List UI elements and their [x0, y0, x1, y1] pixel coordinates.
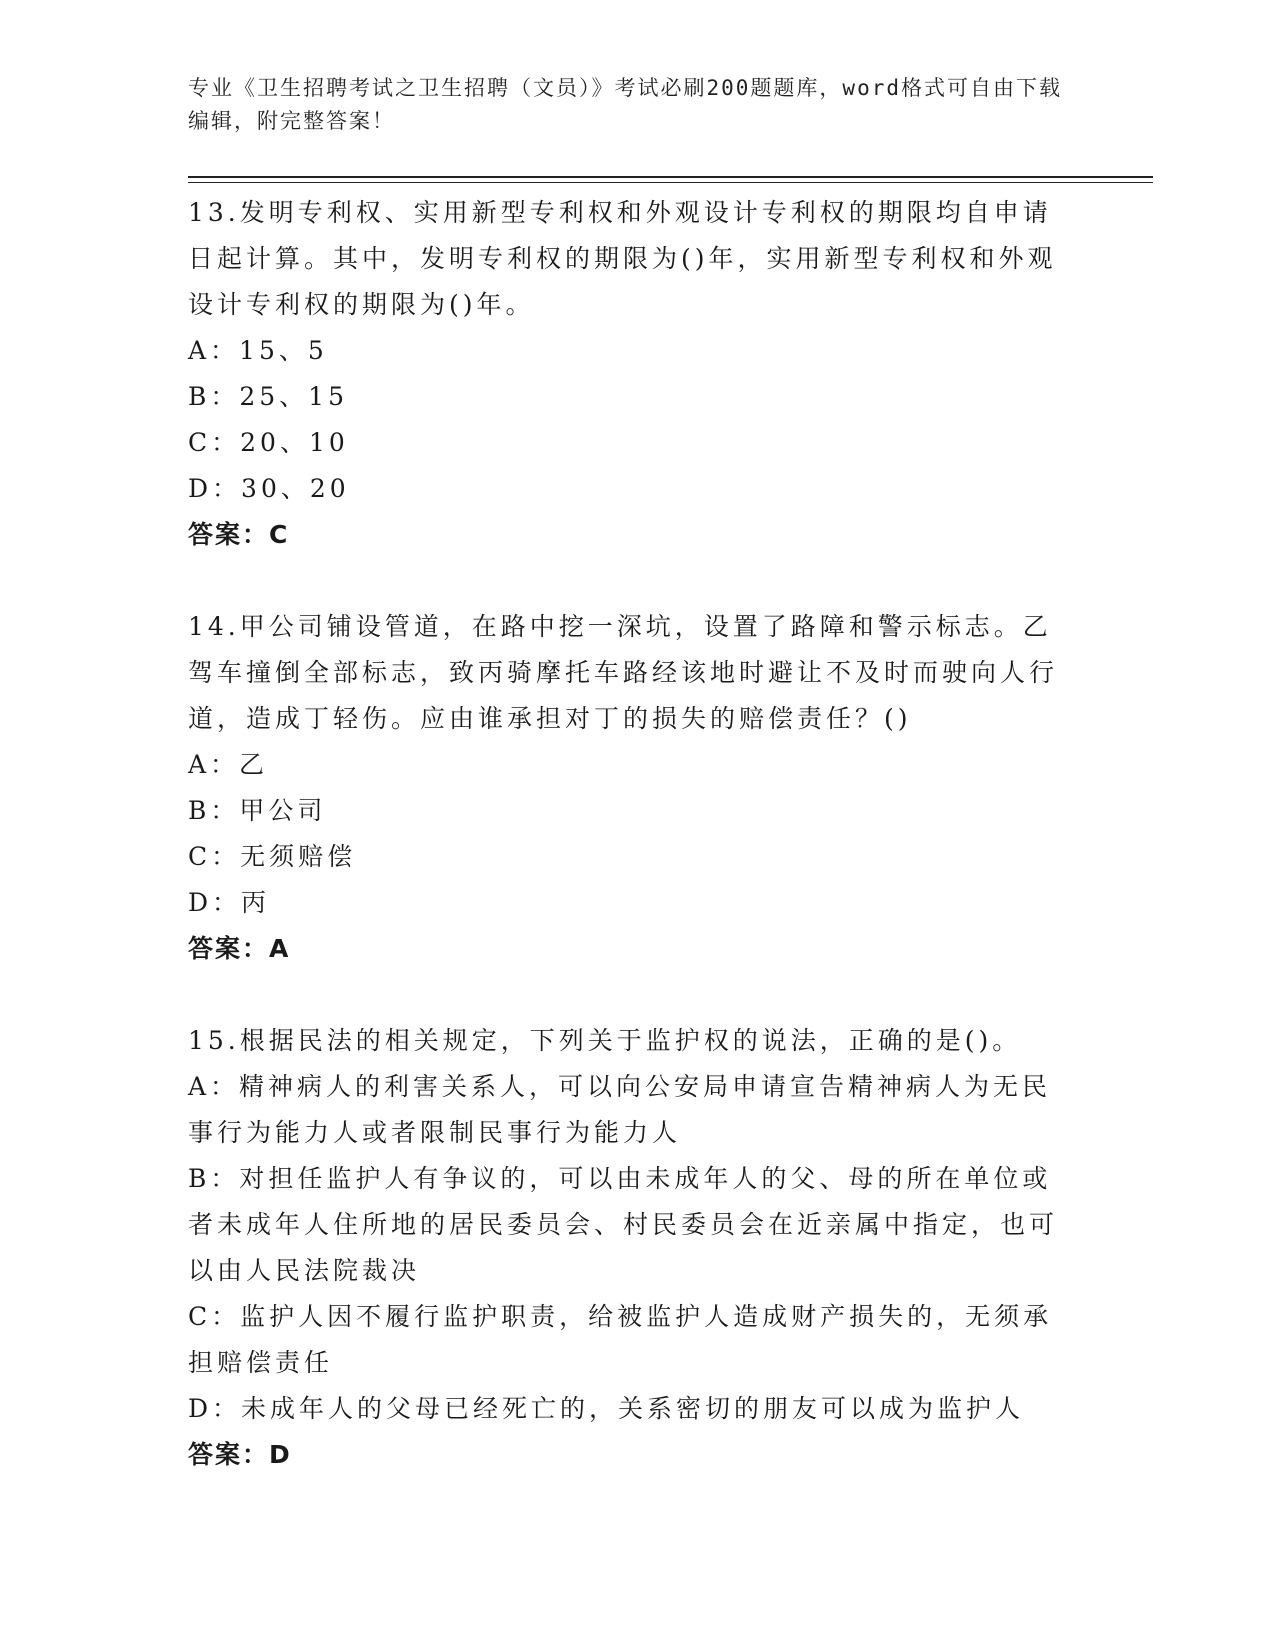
question-stem: 15.根据民法的相关规定，下列关于监护权的说法，正确的是()。 [188, 1026, 1022, 1055]
option-a: A：精神病人的利害关系人，可以向公安局申请宣告精神病人为无民事行为能力人或者限制民事行为能力人 [188, 1072, 1052, 1147]
answer-line: 答案：A [188, 934, 291, 963]
option-d: D：丙 [188, 888, 271, 917]
option-b: B：25、15 [188, 382, 348, 411]
question-list [188, 190, 1078, 1478]
page-header: 专业《卫生招聘考试之卫生招聘（文员）》考试必刷200题题库，word格式可自由下载编辑，附完整答案！ [188, 76, 1062, 133]
option-b: B：对担任监护人有争议的，可以由未成年人的父、母的所在单位或者未成年人住所地的居民委员会、村民委员会在近亲属中指定，也可以由人民法院裁决 [188, 1164, 1059, 1285]
question-stem: 14.甲公司铺设管道，在路中挖一深坑，设置了路障和警示标志。乙驾车撞倒全部标志，致丙骑摩托车路经该地时避让不及时而驶向人行道，造成丁轻伤。应由谁承担对丁的损失的赔偿责任？() [188, 612, 1059, 733]
option-c: C：无须赔偿 [188, 842, 357, 871]
question-spacer [188, 972, 1078, 1018]
option-d: D：30、20 [188, 474, 350, 503]
answer-line: 答案：D [188, 1440, 292, 1469]
question-15 [188, 1018, 1078, 1478]
header-divider-thick [188, 176, 1153, 178]
header-divider-thin [188, 182, 1153, 183]
option-c: C：监护人因不履行监护职责，给被监护人造成财产损失的，无须承担赔偿责任 [188, 1302, 1053, 1377]
question-14 [188, 604, 1078, 972]
option-c: C：20、10 [188, 428, 349, 457]
question-stem: 13.发明专利权、实用新型专利权和外观设计专利权的期限均自申请日起计算。其中，发明专利权的期限为()年，实用新型专利权和外观设计专利权的期限为()年。 [188, 198, 1057, 319]
option-a: A：乙 [188, 750, 269, 779]
option-a: A：15、5 [188, 336, 328, 365]
question-spacer [188, 558, 1078, 604]
answer-line: 答案：C [188, 520, 290, 549]
option-b: B：甲公司 [188, 796, 327, 825]
question-13 [188, 190, 1078, 558]
option-d: D：未成年人的父母已经死亡的，关系密切的朋友可以成为监护人 [188, 1394, 1025, 1423]
